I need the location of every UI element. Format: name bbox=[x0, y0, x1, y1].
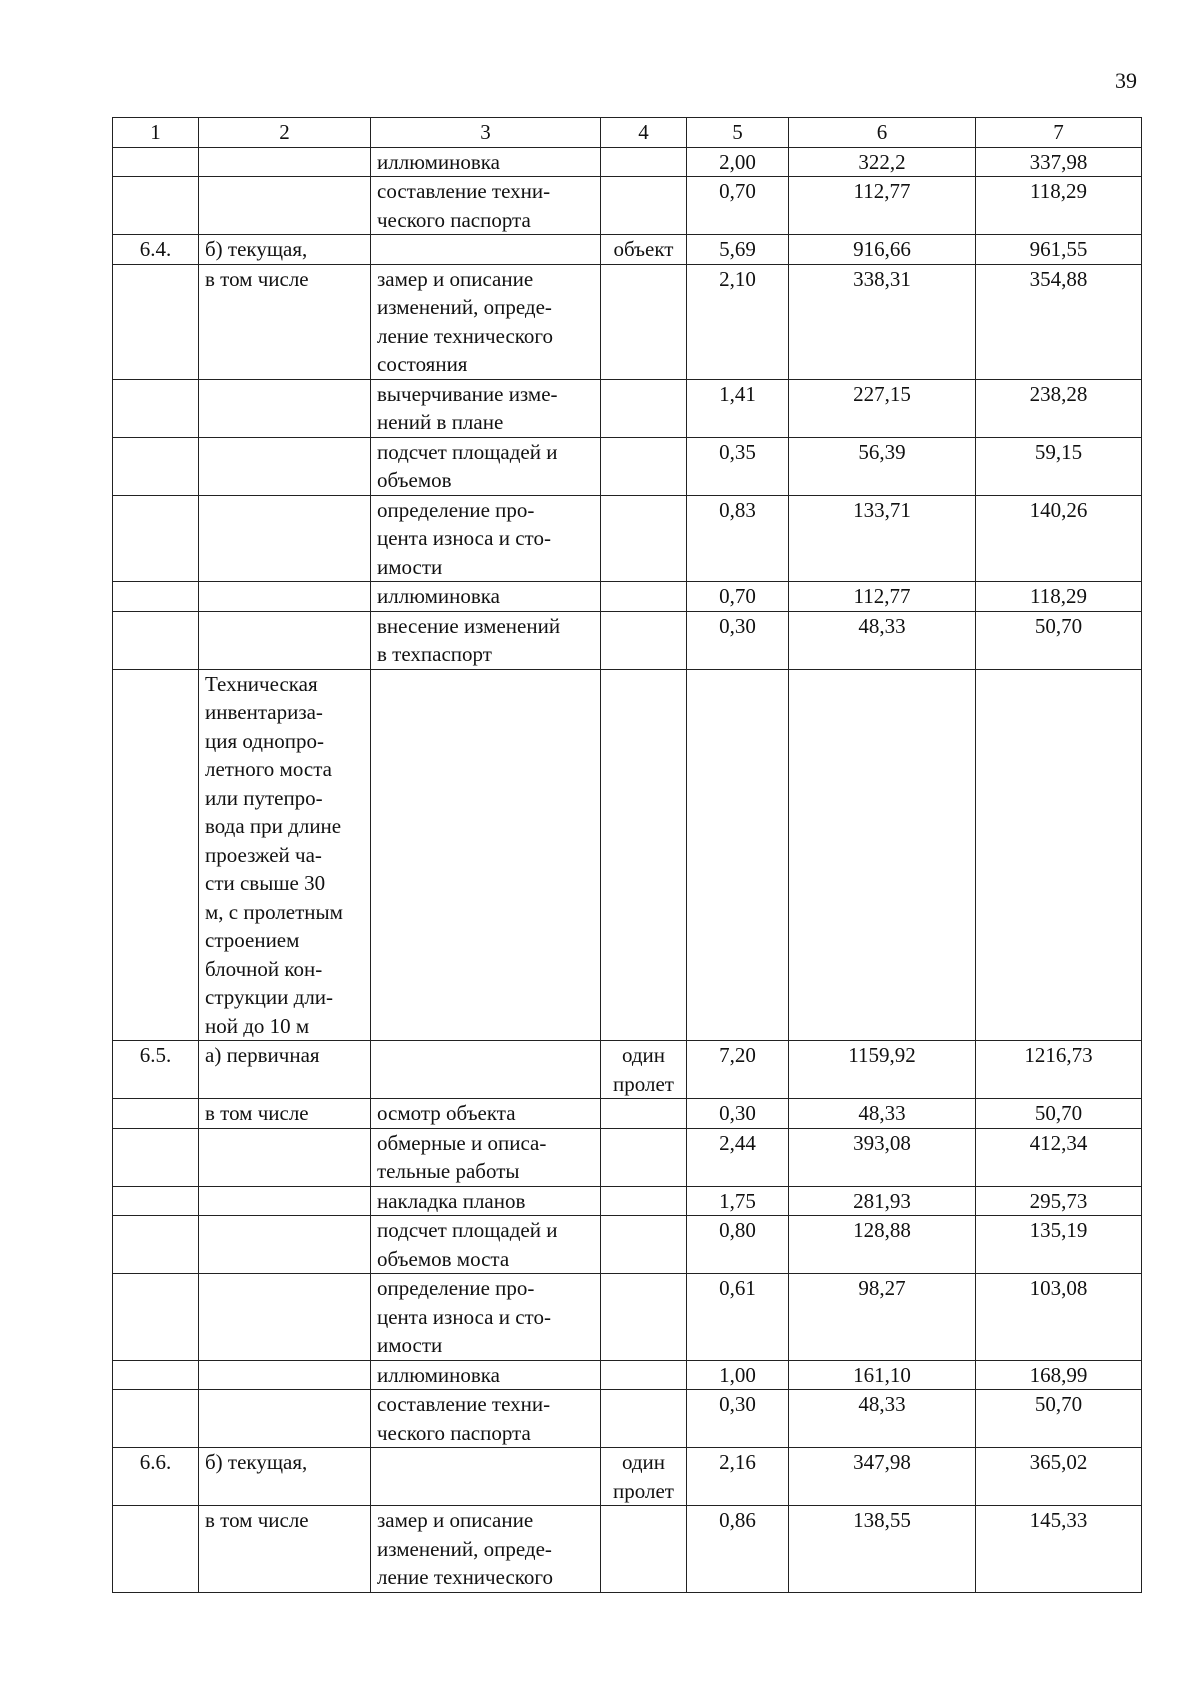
item-number-cell bbox=[113, 495, 199, 582]
price-with-vat-cell: 1216,73 bbox=[976, 1041, 1142, 1099]
table-row bbox=[113, 1448, 1142, 1506]
table-row bbox=[113, 1128, 1142, 1186]
coefficient-cell: 0,30 bbox=[687, 1390, 789, 1448]
price-with-vat-cell: 135,19 bbox=[976, 1216, 1142, 1274]
header-cell: 1 bbox=[113, 118, 199, 148]
operation-cell: осмотр объекта bbox=[371, 1099, 601, 1129]
unit-cell bbox=[601, 264, 687, 379]
work-type-cell: в том числе bbox=[199, 1506, 371, 1593]
table-row bbox=[113, 379, 1142, 437]
operation-cell: внесение изменений в техпаспорт bbox=[371, 611, 601, 669]
table-row bbox=[113, 235, 1142, 265]
work-type-cell bbox=[199, 582, 371, 612]
price-with-vat-cell: 238,28 bbox=[976, 379, 1142, 437]
coefficient-cell: 0,30 bbox=[687, 1099, 789, 1129]
operation-cell: подсчет площадей и объемов bbox=[371, 437, 601, 495]
price-with-vat-cell: 118,29 bbox=[976, 582, 1142, 612]
unit-cell bbox=[601, 177, 687, 235]
price-with-vat-cell: 365,02 bbox=[976, 1448, 1142, 1506]
price-with-vat-cell: 140,26 bbox=[976, 495, 1142, 582]
unit-cell bbox=[601, 379, 687, 437]
table-row bbox=[113, 495, 1142, 582]
coefficient-cell: 0,61 bbox=[687, 1274, 789, 1361]
item-number-cell bbox=[113, 611, 199, 669]
coefficient-cell: 1,00 bbox=[687, 1360, 789, 1390]
price-cell: 393,08 bbox=[789, 1128, 976, 1186]
unit-cell bbox=[601, 582, 687, 612]
coefficient-cell: 0,70 bbox=[687, 177, 789, 235]
item-number-cell bbox=[113, 1186, 199, 1216]
coefficient-cell: 7,20 bbox=[687, 1041, 789, 1099]
price-cell: 48,33 bbox=[789, 1390, 976, 1448]
coefficient-cell: 1,41 bbox=[687, 379, 789, 437]
coefficient-cell: 2,16 bbox=[687, 1448, 789, 1506]
price-cell: 56,39 bbox=[789, 437, 976, 495]
price-cell bbox=[789, 669, 976, 1041]
operation-cell: определение про- цента износа и сто- имости bbox=[371, 495, 601, 582]
price-cell: 48,33 bbox=[789, 1099, 976, 1129]
price-with-vat-cell: 50,70 bbox=[976, 1390, 1142, 1448]
unit-cell bbox=[601, 1128, 687, 1186]
price-with-vat-cell: 118,29 bbox=[976, 177, 1142, 235]
price-cell: 338,31 bbox=[789, 264, 976, 379]
table-row bbox=[113, 1390, 1142, 1448]
operation-cell bbox=[371, 1448, 601, 1506]
operation-cell: составление техни- ческого паспорта bbox=[371, 1390, 601, 1448]
table-row bbox=[113, 1041, 1142, 1099]
coefficient-cell: 0,80 bbox=[687, 1216, 789, 1274]
price-cell: 98,27 bbox=[789, 1274, 976, 1361]
unit-cell bbox=[601, 1274, 687, 1361]
work-type-cell bbox=[199, 379, 371, 437]
work-type-cell bbox=[199, 177, 371, 235]
table-row bbox=[113, 1216, 1142, 1274]
unit-cell bbox=[601, 495, 687, 582]
work-type-cell bbox=[199, 437, 371, 495]
item-number-cell bbox=[113, 1099, 199, 1129]
item-number-cell bbox=[113, 1506, 199, 1593]
work-type-cell bbox=[199, 611, 371, 669]
price-cell: 322,2 bbox=[789, 147, 976, 177]
price-with-vat-cell: 295,73 bbox=[976, 1186, 1142, 1216]
item-number-cell: 6.5. bbox=[113, 1041, 199, 1099]
price-cell: 138,55 bbox=[789, 1506, 976, 1593]
operation-cell: замер и описание изменений, опреде- ление технического bbox=[371, 1506, 601, 1593]
price-cell: 916,66 bbox=[789, 235, 976, 265]
item-number-cell bbox=[113, 264, 199, 379]
coefficient-cell: 2,10 bbox=[687, 264, 789, 379]
work-type-cell: в том числе bbox=[199, 264, 371, 379]
work-type-cell bbox=[199, 1186, 371, 1216]
unit-cell bbox=[601, 611, 687, 669]
table-row bbox=[113, 1186, 1142, 1216]
coefficient-cell: 0,70 bbox=[687, 582, 789, 612]
unit-cell bbox=[601, 1506, 687, 1593]
operation-cell: замер и описание изменений, опреде- ление технического состояния bbox=[371, 264, 601, 379]
unit-cell bbox=[601, 669, 687, 1041]
coefficient-cell: 1,75 bbox=[687, 1186, 789, 1216]
price-cell: 281,93 bbox=[789, 1186, 976, 1216]
header-cell: 4 bbox=[601, 118, 687, 148]
price-with-vat-cell: 145,33 bbox=[976, 1506, 1142, 1593]
price-cell: 112,77 bbox=[789, 582, 976, 612]
table-row bbox=[113, 1099, 1142, 1129]
item-number-cell: 6.4. bbox=[113, 235, 199, 265]
item-number-cell bbox=[113, 379, 199, 437]
coefficient-cell: 0,86 bbox=[687, 1506, 789, 1593]
operation-cell: иллюминовка bbox=[371, 582, 601, 612]
price-with-vat-cell bbox=[976, 669, 1142, 1041]
table-row bbox=[113, 264, 1142, 379]
work-type-cell: в том числе bbox=[199, 1099, 371, 1129]
item-number-cell bbox=[113, 669, 199, 1041]
coefficient-cell: 5,69 bbox=[687, 235, 789, 265]
unit-cell bbox=[601, 1360, 687, 1390]
item-number-cell bbox=[113, 177, 199, 235]
header-cell: 3 bbox=[371, 118, 601, 148]
unit-cell bbox=[601, 1186, 687, 1216]
unit-cell bbox=[601, 147, 687, 177]
unit-cell bbox=[601, 437, 687, 495]
operation-cell bbox=[371, 669, 601, 1041]
coefficient-cell: 2,44 bbox=[687, 1128, 789, 1186]
item-number-cell bbox=[113, 1216, 199, 1274]
table-row bbox=[113, 1506, 1142, 1593]
unit-cell bbox=[601, 1216, 687, 1274]
coefficient-cell: 0,30 bbox=[687, 611, 789, 669]
header-cell: 2 bbox=[199, 118, 371, 148]
price-with-vat-cell: 50,70 bbox=[976, 611, 1142, 669]
operation-cell bbox=[371, 235, 601, 265]
price-cell: 112,77 bbox=[789, 177, 976, 235]
item-number-cell bbox=[113, 1390, 199, 1448]
operation-cell: составление техни- ческого паспорта bbox=[371, 177, 601, 235]
price-with-vat-cell: 961,55 bbox=[976, 235, 1142, 265]
price-with-vat-cell: 168,99 bbox=[976, 1360, 1142, 1390]
table-row bbox=[113, 669, 1142, 1041]
work-type-cell: а) первичная bbox=[199, 1041, 371, 1099]
price-with-vat-cell: 412,34 bbox=[976, 1128, 1142, 1186]
unit-cell bbox=[601, 1099, 687, 1129]
coefficient-cell bbox=[687, 669, 789, 1041]
work-type-cell: б) текущая, bbox=[199, 1448, 371, 1506]
work-type-cell bbox=[199, 1274, 371, 1361]
price-cell: 133,71 bbox=[789, 495, 976, 582]
operation-cell: определение про- цента износа и сто- имости bbox=[371, 1274, 601, 1361]
work-type-cell bbox=[199, 1216, 371, 1274]
work-type-cell: Техническая инвентариза- ция однопро- летного моста или путепро- вода при длине проезжей ча- сти свыше 30 м, с пролетным строением блочной кон- струкции дли- ной до 10 м bbox=[199, 669, 371, 1041]
work-type-cell bbox=[199, 1128, 371, 1186]
item-number-cell bbox=[113, 1274, 199, 1361]
operation-cell bbox=[371, 1041, 601, 1099]
operation-cell: накладка планов bbox=[371, 1186, 601, 1216]
header-cell: 7 bbox=[976, 118, 1142, 148]
coefficient-cell: 2,00 bbox=[687, 147, 789, 177]
price-with-vat-cell: 354,88 bbox=[976, 264, 1142, 379]
price-cell: 161,10 bbox=[789, 1360, 976, 1390]
price-with-vat-cell: 50,70 bbox=[976, 1099, 1142, 1129]
operation-cell: иллюминовка bbox=[371, 1360, 601, 1390]
table-row bbox=[113, 582, 1142, 612]
coefficient-cell: 0,35 bbox=[687, 437, 789, 495]
work-type-cell bbox=[199, 147, 371, 177]
work-type-cell bbox=[199, 1360, 371, 1390]
table-row bbox=[113, 1360, 1142, 1390]
work-type-cell bbox=[199, 495, 371, 582]
table-row bbox=[113, 437, 1142, 495]
operation-cell: вычерчивание изме- нений в плане bbox=[371, 379, 601, 437]
table-row bbox=[113, 147, 1142, 177]
price-with-vat-cell: 337,98 bbox=[976, 147, 1142, 177]
item-number-cell bbox=[113, 437, 199, 495]
header-row bbox=[113, 118, 1142, 148]
unit-cell bbox=[601, 1390, 687, 1448]
unit-cell: объект bbox=[601, 235, 687, 265]
header-cell: 5 bbox=[687, 118, 789, 148]
item-number-cell bbox=[113, 582, 199, 612]
operation-cell: подсчет площадей и объемов моста bbox=[371, 1216, 601, 1274]
price-with-vat-cell: 103,08 bbox=[976, 1274, 1142, 1361]
page-number: 39 bbox=[1115, 68, 1137, 93]
header-cell: 6 bbox=[789, 118, 976, 148]
unit-cell: один пролет bbox=[601, 1041, 687, 1099]
work-type-cell bbox=[199, 1390, 371, 1448]
table-row bbox=[113, 611, 1142, 669]
item-number-cell bbox=[113, 1128, 199, 1186]
table-row bbox=[113, 1274, 1142, 1361]
price-cell: 347,98 bbox=[789, 1448, 976, 1506]
table-row bbox=[113, 177, 1142, 235]
price-cell: 48,33 bbox=[789, 611, 976, 669]
operation-cell: иллюминовка bbox=[371, 147, 601, 177]
unit-cell: один пролет bbox=[601, 1448, 687, 1506]
item-number-cell bbox=[113, 1360, 199, 1390]
item-number-cell bbox=[113, 147, 199, 177]
item-number-cell: 6.6. bbox=[113, 1448, 199, 1506]
tariff-table bbox=[112, 117, 1142, 1593]
price-cell: 1159,92 bbox=[789, 1041, 976, 1099]
coefficient-cell: 0,83 bbox=[687, 495, 789, 582]
price-with-vat-cell: 59,15 bbox=[976, 437, 1142, 495]
operation-cell: обмерные и описа- тельные работы bbox=[371, 1128, 601, 1186]
price-cell: 128,88 bbox=[789, 1216, 976, 1274]
work-type-cell: б) текущая, bbox=[199, 235, 371, 265]
price-cell: 227,15 bbox=[789, 379, 976, 437]
